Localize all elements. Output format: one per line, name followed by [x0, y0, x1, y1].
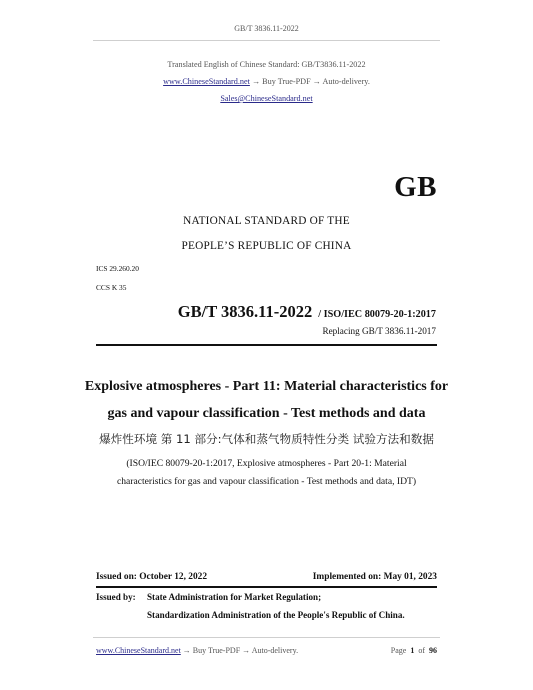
title-divider	[96, 344, 437, 346]
issued-on: Issued on: October 12, 2022	[96, 572, 208, 582]
standard-number: GB/T 3836.11-2022	[177, 302, 313, 321]
page-indicator	[391, 646, 437, 655]
footer	[96, 646, 437, 655]
title-chinese: 爆炸性环境 第 11 部分:气体和蒸气物质特性分类 试验方法和数据	[99, 432, 434, 446]
translation-notice: Translated English of Chinese Standard: GB/T3836.11-2022	[167, 60, 366, 69]
footer-divider	[93, 637, 440, 638]
issued-by-label: Issued by:	[96, 592, 136, 602]
page-number: 1	[410, 646, 415, 655]
site-link[interactable]: www.ChineseStandard.net	[163, 77, 250, 86]
footer-site-link[interactable]: www.ChineseStandard.net	[96, 646, 181, 655]
page-total: 96	[429, 646, 437, 655]
dates-divider	[96, 586, 437, 588]
purchase-text: → Buy True-PDF → Auto-delivery.	[249, 77, 370, 86]
title-line-1: Explosive atmospheres - Part 11: Material characteristics for	[84, 379, 449, 394]
replacing-note: Replacing GB/T 3836.11-2017	[322, 326, 436, 336]
iso-equivalent: / ISO/IEC 80079-20-1:2017	[318, 309, 436, 320]
issue-dates	[96, 572, 437, 582]
of-label: of	[418, 646, 425, 655]
gb-mark: GB	[394, 171, 437, 203]
purchase-line	[0, 77, 533, 86]
footer-purchase-text: → Buy True-PDF → Auto-delivery.	[180, 646, 299, 655]
implemented-on: Implemented on: May 01, 2023	[312, 572, 437, 582]
title-line-2: gas and vapour classification - Test methods and data	[107, 406, 426, 421]
idt-line-1: (ISO/IEC 80079-20-1:2017, Explosive atmospheres - Part 20-1: Material	[126, 458, 407, 469]
standard-code	[178, 302, 436, 322]
ccs-code: CCS K 35	[96, 283, 127, 292]
national-standard-line2: PEOPLE’S REPUBLIC OF CHINA	[181, 240, 352, 252]
page-label: Page	[390, 646, 407, 655]
ics-code: ICS 29.260.20	[96, 264, 139, 273]
idt-line-2: characteristics for gas and vapour classification - Test methods and data, IDT)	[116, 476, 417, 487]
header-divider	[93, 40, 440, 41]
email-link[interactable]: Sales@ChineseStandard.net	[220, 94, 313, 103]
issuer-1: State Administration for Market Regulation;	[147, 592, 322, 602]
national-standard-line1: NATIONAL STANDARD OF THE	[183, 215, 350, 227]
email-line	[0, 94, 533, 103]
issuer-2: Standardization Administration of the People's Republic of China.	[147, 610, 405, 620]
running-header: GB/T 3836.11-2022	[234, 24, 299, 33]
footer-purchase-line	[96, 646, 298, 655]
